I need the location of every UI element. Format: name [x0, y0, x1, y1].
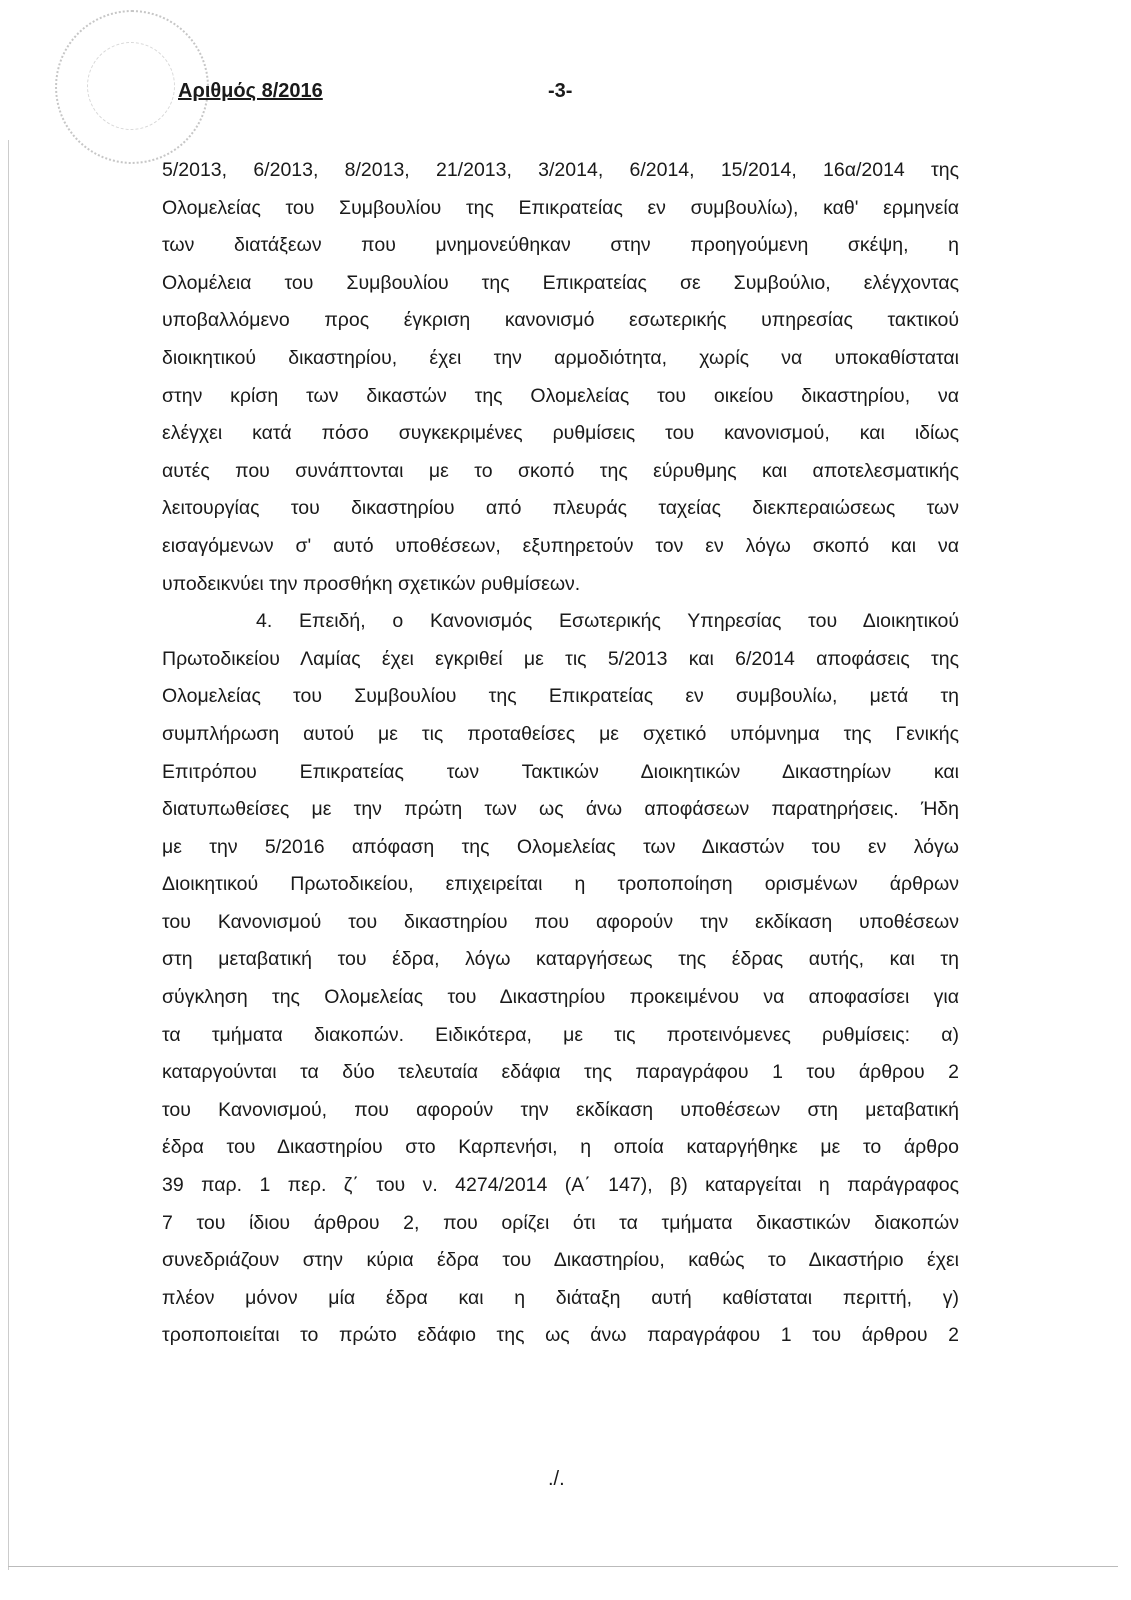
- continuation-mark: ./.: [548, 1468, 565, 1490]
- text-line: καταργούνται τα δύο τελευταία εδάφια της παραγράφου 1 του άρθρου 2: [162, 1061, 959, 1084]
- text-line: τροποποιείται το πρώτο εδάφιο της ως άνω παραγράφου 1 του άρθρου 2: [162, 1324, 959, 1347]
- text-line: Διοικητικού Πρωτοδικείου, επιχειρείται η τροποποίηση ορισμένων άρθρων: [162, 873, 959, 896]
- text-line: έδρα του Δικαστηρίου στο Καρπενήσι, η οποία καταργήθηκε με το άρθρο: [162, 1136, 959, 1159]
- text-line: τα τμήματα διακοπών. Ειδικότερα, με τις προτεινόμενες ρυθμίσεις: α): [162, 1023, 959, 1046]
- text-line: του Κανονισμού, που αφορούν την εκδίκαση υποθέσεων στη μεταβατική: [162, 1098, 959, 1121]
- page-border-bottom: [8, 1566, 1118, 1567]
- text-line: υποβαλλόμενο προς έγκριση κανονισμό εσωτερικής υπηρεσίας τακτικού: [162, 309, 959, 332]
- text-line: με την 5/2016 απόφαση της Ολομελείας των Δικαστών του εν λόγω: [162, 835, 959, 858]
- text-line: του Κανονισμού του δικαστηρίου που αφορούν την εκδίκαση υποθέσεων: [162, 910, 959, 933]
- page-border-left: [8, 140, 9, 1570]
- text-line: συνεδριάζουν στην κύρια έδρα του Δικαστηρίου, καθώς το Δικαστήριο έχει: [162, 1249, 959, 1272]
- text-line: στην κρίση των δικαστών της Ολομελείας του οικείου δικαστηρίου, να: [162, 384, 959, 407]
- text-line: εισαγόμενων σ' αυτό υποθέσεων, εξυπηρετούν τον εν λόγω σκοπό και να: [162, 534, 959, 557]
- text-line: Πρωτοδικείου Λαμίας έχει εγκριθεί με τις 5/2013 και 6/2014 αποφάσεις της: [162, 647, 959, 670]
- text-line: Ολομελείας του Συμβουλίου της Επικρατείας εν συμβουλίω, μετά τη: [162, 685, 959, 708]
- text-line: διοικητικού δικαστηρίου, έχει την αρμοδιότητα, χωρίς να υποκαθίσταται: [162, 346, 959, 369]
- text-line: ελέγχει κατά πόσο συγκεκριμένες ρυθμίσεις του κανονισμού, και ιδίως: [162, 422, 959, 445]
- text-line: στη μεταβατική του έδρα, λόγω καταργήσεως της έδρας αυτής, και τη: [162, 948, 959, 971]
- text-line: 39 παρ. 1 περ. ζ΄ του ν. 4274/2014 (Α΄ 147), β) καταργείται η παράγραφος: [162, 1174, 959, 1197]
- text-line: διατυπωθείσες με την πρώτη των ως άνω αποφάσεων παρατηρήσεις. Ήδη: [162, 798, 959, 821]
- text-line: 5/2013, 6/2013, 8/2013, 21/2013, 3/2014, 6/2014, 15/2014, 16α/2014 της: [162, 159, 959, 181]
- text-line: συμπλήρωση αυτού με τις προταθείσες με σχετικό υπόμνημα της Γενικής: [162, 722, 959, 745]
- text-line: των διατάξεων που μνημονεύθηκαν στην προηγούμενη σκέψη, η: [162, 234, 959, 257]
- text-line: υποδεικνύει την προσθήκη σχετικών ρυθμίσεων.: [162, 572, 581, 595]
- text-line: Επιτρόπου Επικρατείας των Τακτικών Διοικητικών Δικαστηρίων και: [162, 760, 959, 783]
- text-line: 7 του ίδιου άρθρου 2, που ορίζει ότι τα τμήματα δικαστικών διακοπών: [162, 1211, 959, 1234]
- document-body: [162, 157, 959, 1360]
- decision-number: Αριθμός 8/2016: [178, 80, 323, 102]
- page-number: -3-: [548, 80, 573, 102]
- text-line: σύγκληση της Ολομελείας του Δικαστηρίου προκειμένου να αποφασίσει για: [162, 986, 959, 1009]
- text-line: πλέον μόνον μία έδρα και η διάταξη αυτή καθίσταται περιττή, γ): [162, 1286, 959, 1309]
- text-line: Ολομελείας του Συμβουλίου της Επικρατείας εν συμβουλίω), καθ' ερμηνεία: [162, 196, 959, 219]
- text-line: αυτές που συνάπτονται με το σκοπό της εύρυθμης και αποτελεσματικής: [162, 459, 959, 482]
- text-line: 4. Επειδή, ο Κανονισμός Εσωτερικής Υπηρεσίας του Διοικητικού: [256, 610, 959, 633]
- text-line: λειτουργίας του δικαστηρίου από πλευράς ταχείας διεκπεραιώσεως των: [162, 497, 959, 520]
- text-line: Ολομέλεια του Συμβουλίου της Επικρατείας σε Συμβούλιο, ελέγχοντας: [162, 271, 959, 294]
